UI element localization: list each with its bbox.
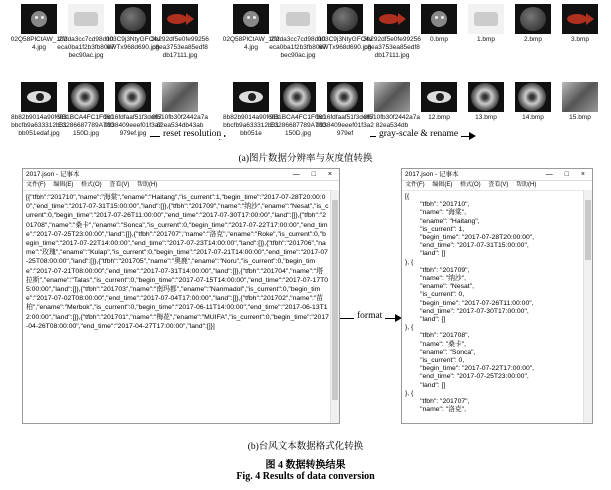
image-file[interactable] bbox=[151, 4, 209, 60]
image-thumbnail bbox=[68, 82, 104, 112]
json-line: "tfbh": "201707", bbox=[405, 398, 470, 406]
menu-file[interactable]: 文件(F) bbox=[405, 182, 425, 188]
file-name: 3b292df5e0fe99256c8ea3753ea85edf8db17111.jpg bbox=[151, 36, 209, 59]
file-name: 9f510fb30f2442a7a82ea534db bbox=[363, 114, 421, 129]
image-thumbnail bbox=[280, 82, 316, 112]
file-name: 2fdda3cc7cd98d10eca0ba1f2b3fb80e7bec90ac.jpg bbox=[57, 36, 115, 59]
menu-format[interactable]: 格式(O) bbox=[460, 182, 481, 188]
json-line: "land": [] bbox=[405, 250, 446, 258]
image-thumbnail bbox=[233, 4, 269, 34]
menu-view[interactable]: 查看(V) bbox=[109, 182, 130, 188]
json-line: "ename": "Haitang", bbox=[405, 217, 480, 225]
file-name: 3.bmp bbox=[570, 36, 590, 43]
format-label: format bbox=[354, 311, 385, 321]
json-line: "end_time": "2017-07-30T17:00:00", bbox=[405, 307, 529, 315]
grayscale-rename-label: gray-scale & rename bbox=[376, 129, 461, 139]
json-line: }, { bbox=[405, 324, 414, 332]
file-name: 14.bmp bbox=[522, 114, 544, 121]
menu-format[interactable]: 格式(O) bbox=[81, 182, 102, 188]
file-name: 02Q58PlCtAW_1024.jpg bbox=[10, 36, 68, 51]
image-thumbnail bbox=[327, 82, 363, 112]
image-thumbnail bbox=[68, 4, 104, 34]
json-line: "is_current": 0, bbox=[405, 357, 465, 365]
scrollbar-thumb[interactable] bbox=[332, 200, 338, 400]
menu-bar bbox=[402, 181, 592, 191]
json-line: "name": "桑卡", bbox=[405, 340, 467, 348]
json-line: "is_current": 0, bbox=[405, 291, 465, 299]
file-name: 12.bmp bbox=[428, 114, 450, 121]
file-name: 003C9j3NtyGFC4v6WTx968d690.jpg bbox=[317, 36, 373, 51]
file-name: 02Q58PlCtAW_1024.jpg bbox=[222, 36, 280, 51]
json-line: "tfbh": "201710", bbox=[405, 201, 470, 209]
menu-file[interactable]: 文件(F) bbox=[26, 182, 46, 188]
vertical-scrollbar[interactable] bbox=[583, 190, 592, 423]
json-line: "end_time": "2017-07-25T23:00:00", bbox=[405, 373, 529, 381]
window-title: 2017.json - 记事本 bbox=[405, 171, 459, 178]
notepad-window-raw[interactable] bbox=[22, 168, 340, 424]
json-line: "name": "海棠", bbox=[405, 209, 467, 217]
json-line: "land": [] bbox=[405, 381, 446, 389]
file-name: 9B1BCA4FC1F060E3286687789A700150D.jpg bbox=[58, 114, 114, 137]
json-line: "tfbh": "201709", bbox=[405, 266, 470, 274]
menu-bar bbox=[23, 181, 339, 191]
file-name: 003C9j3NtyGFC4v6WTx968d690.jpg bbox=[105, 36, 161, 51]
image-thumbnail bbox=[162, 4, 198, 34]
menu-edit[interactable]: 编辑(E) bbox=[432, 182, 453, 188]
window-controls[interactable]: — □ × bbox=[545, 171, 590, 178]
json-line: }, { bbox=[405, 389, 414, 397]
image-thumbnail bbox=[421, 4, 457, 34]
menu-edit[interactable]: 编辑(E) bbox=[53, 182, 74, 188]
file-name: 2fdda3cc7cd98d10eca0ba1f2b3fb80e7bec90ac.jpg bbox=[269, 36, 327, 59]
raw-json-text[interactable]: [{"tfbh":"201710","name":"海棠","ename":"Haitang","is_current":1,"begin_time":"2017-07-28T20:00:00","end_time":"2017-07-31T15:00:00","land":[]},{"tfbh":"201709","name":"纳沙","ename":"Nesat","is_current":0,"begin_time":"2017-07-26T11:00:00","end_time":"2017-07-30T17:00:00","land":[]},{"tfbh":"201708","name":"桑卡","ename":"Sonca","is_current":0,"begin_time":"2017-07-22T17:00:00","end_time":"2017-07-25T23:00:00","land":[]},{"tfbh":"201707","name":"洛克","ename":"Roke","is_current":0,"begin_time":"2017-07-22T14:00:00","end_time":"2017-07-23T14:00:00","land":[]},{"tfbh":"201706","name":"玫瑰","ename":"Kulap","is_current":0,"begin_time":"2017-07-21T14:00:00","end_time":"2017-07-25T08:00:00","land":[]},{"tfbh":"201705","name":"奥鹿","ename":"Noru","is_current":0,"begin_time":"2017-07-21T08:00:00","end_time":"2017-07-31T14:00:00","land":[]},{"tfbh":"201704","name":"塔拉斯","ename":"Talas","is_current":0,"begin_time":"2017-07-15T14:00:00","end_time":"2017-07-17T05:00:00","land":[]},{"tfbh":"201703","name":"南玛都","ename":"Nanmadol","is_current":0,"begin_time":"2017-07-02T08:00:00","end_time":"2017-07-04T17:00:00","land":[]},{"tfbh":"201702","name":"苗柏","ename":"Merbok","is_current":0,"begin_time":"2017-06-11T14:00:00","end_time":"2017-06-13T12:00:00","land":[]},{"tfbh":"201701","name":"梅花","ename":"MUIFA","is_current":0,"begin_time":"2017-04-26T08:00:00","end_time":"2017-04-27T17:00:00","land":[]}] bbox=[26, 194, 329, 330]
json-line: "begin_time": "2017-07-28T20:00:00", bbox=[405, 234, 535, 242]
image-thumbnail bbox=[21, 82, 57, 112]
figure-title-en: Fig. 4 Results of data conversion bbox=[236, 471, 375, 482]
file-name: 15.bmp bbox=[569, 114, 591, 121]
image-file[interactable] bbox=[551, 82, 609, 122]
json-line: "end_time": "2017-07-31T15:00:00", bbox=[405, 242, 529, 250]
notepad-window-formatted[interactable] bbox=[401, 168, 593, 424]
figure-title-cn: 图 4 数据转换结果 bbox=[265, 460, 346, 471]
image-thumbnail bbox=[233, 82, 269, 112]
scrollbar-thumb[interactable] bbox=[585, 200, 591, 260]
caption-b: (b)台风文本数据格式化转换 bbox=[247, 442, 364, 452]
image-thumbnail bbox=[115, 4, 151, 34]
image-thumbnail bbox=[468, 82, 504, 112]
image-thumbnail bbox=[562, 4, 598, 34]
file-name: 9B1BCA4FC1F060E3286687789A700150D.jpg bbox=[270, 114, 326, 137]
image-thumbnail bbox=[21, 4, 57, 34]
file-name: 1.bmp bbox=[476, 36, 496, 43]
window-controls[interactable]: — □ × bbox=[292, 171, 337, 178]
json-line: "tfbh": "201708", bbox=[405, 332, 470, 340]
json-line: "ename": "Nesat", bbox=[405, 283, 474, 291]
gray-arrow-head bbox=[469, 132, 476, 140]
image-thumbnail bbox=[115, 82, 151, 112]
json-line: "land": [] bbox=[405, 316, 446, 324]
image-file[interactable] bbox=[151, 82, 209, 130]
file-name: 8b82b9014a90f603bbcfb9a633312b31bb051edaf.jpg bbox=[10, 114, 68, 137]
image-thumbnail bbox=[374, 4, 410, 34]
image-thumbnail bbox=[374, 82, 410, 112]
json-line: "begin_time": "2017-07-26T11:00:00", bbox=[405, 299, 534, 307]
json-line: [{ bbox=[405, 193, 410, 200]
menu-view[interactable]: 查看(V) bbox=[488, 182, 509, 188]
image-thumbnail bbox=[327, 4, 363, 34]
window-titlebar[interactable] bbox=[402, 169, 592, 181]
image-thumbnail bbox=[162, 82, 198, 112]
file-name: 3b292df5e0fe99256c8ea3753ea85edf8db17111.jpg bbox=[363, 36, 421, 59]
menu-help[interactable]: 帮助(H) bbox=[516, 182, 537, 188]
json-line: "begin_time": "2017-07-22T17:00:00", bbox=[405, 365, 535, 373]
json-line: "ename": "Sonca", bbox=[405, 348, 476, 356]
image-thumbnail bbox=[280, 4, 316, 34]
window-titlebar[interactable] bbox=[23, 169, 339, 181]
json-line: "name": "洛克", bbox=[405, 406, 467, 414]
caption-a: (a)图片数据分辨率与灰度值转换 bbox=[238, 154, 373, 164]
vertical-scrollbar[interactable] bbox=[330, 190, 339, 423]
file-name: 0.bmp bbox=[429, 36, 449, 43]
reset-resolution-label: reset resolution bbox=[160, 129, 224, 139]
file-name: 9c16fdfaaf51f3de679938409eeef01f3a2979ef bbox=[316, 114, 374, 137]
file-name: 9c16fdfaaf51f3de679938409eeef01f3a2979ef.jpg bbox=[104, 114, 162, 137]
image-file[interactable] bbox=[551, 4, 609, 44]
file-name: 2.bmp bbox=[523, 36, 543, 43]
menu-help[interactable]: 帮助(H) bbox=[137, 182, 158, 188]
file-name: 9f510fb30f2442a7a82ea534db43ab bbox=[151, 114, 209, 129]
image-thumbnail bbox=[421, 82, 457, 112]
image-thumbnail bbox=[515, 4, 551, 34]
image-thumbnail bbox=[468, 4, 504, 34]
file-name: 13.bmp bbox=[475, 114, 497, 121]
file-name: 8b82b9014a90f603bbcfb9a633312b31bb051e bbox=[222, 114, 280, 137]
formatted-json-text[interactable] bbox=[402, 191, 592, 416]
window-title: 2017.json - 记事本 bbox=[26, 171, 80, 178]
json-line: }, { bbox=[405, 258, 414, 266]
image-thumbnail bbox=[562, 82, 598, 112]
json-line: "name": "纳沙", bbox=[405, 275, 467, 283]
json-line: "is_current": 1, bbox=[405, 225, 465, 233]
image-thumbnail bbox=[515, 82, 551, 112]
